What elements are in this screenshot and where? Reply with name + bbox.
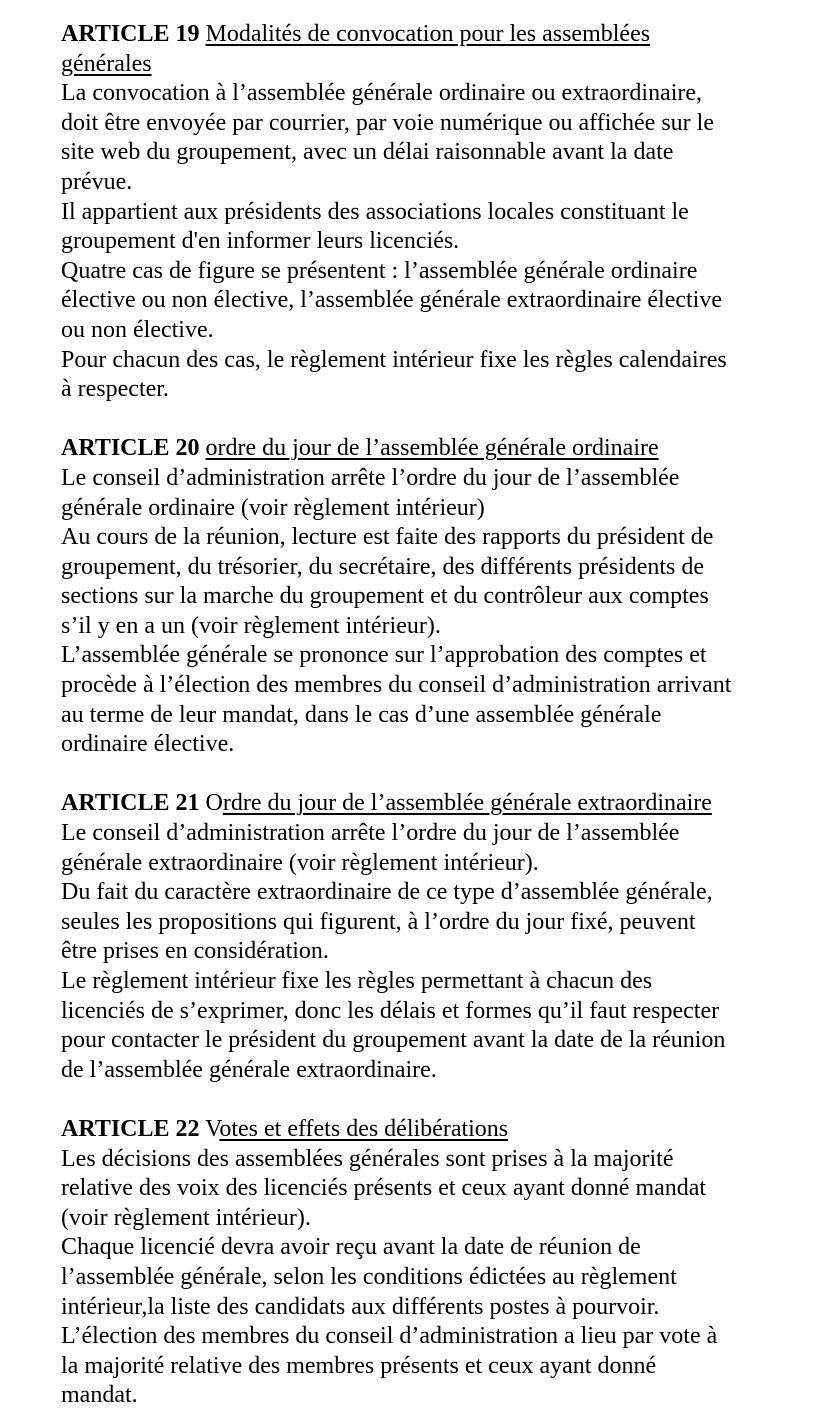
text-line: Le conseil d’administration arrête l’ordre du jour de l’assemblée bbox=[61, 820, 680, 847]
text-line: l’assemblée générale, selon les conditions édictées au règlement bbox=[61, 1263, 677, 1290]
article-heading bbox=[61, 1115, 792, 1145]
article-heading-continuation bbox=[61, 50, 792, 80]
text-line: prévue. bbox=[61, 168, 133, 195]
text-line: Quatre cas de figure se présentent : l’assemblée générale ordinaire bbox=[61, 257, 698, 284]
text-line: L’assemblée générale se prononce sur l’approbation des comptes et bbox=[61, 642, 707, 669]
article-heading bbox=[61, 20, 792, 50]
article-section-1 bbox=[61, 20, 792, 405]
text-line: à respecter. bbox=[61, 376, 169, 403]
text-line: élective ou non élective, l’assemblée générale extraordinaire élective bbox=[61, 287, 722, 314]
text-line: seules les propositions qui figurent, à l’ordre du jour fixé, peuvent bbox=[61, 908, 696, 935]
article-number-label: ARTICLE 21 bbox=[61, 790, 200, 817]
article-heading bbox=[61, 789, 792, 819]
article-title-underlined: Modalités de convocation pour les assemblées bbox=[205, 21, 651, 47]
text-line: ordinaire élective. bbox=[61, 731, 235, 758]
text-line: Il appartient aux présidents des associations locales constituant le bbox=[61, 198, 689, 225]
article-section-3 bbox=[61, 789, 792, 1085]
text-line: de l’assemblée générale extraordinaire. bbox=[61, 1056, 437, 1083]
text-line: L’élection des membres du conseil d’administration a lieu par vote à bbox=[61, 1323, 718, 1350]
article-section-2 bbox=[61, 434, 792, 760]
text-line: (voir règlement intérieur). bbox=[61, 1204, 311, 1231]
text-line: sections sur la marche du groupement et du contrôleur aux comptes bbox=[61, 583, 709, 610]
text-line: s’il y en a un (voir règlement intérieur). bbox=[61, 612, 441, 639]
text-line: au terme de leur mandat, dans le cas d’une assemblée générale bbox=[61, 701, 662, 728]
article-number-label: ARTICLE 22 bbox=[61, 1115, 200, 1142]
text-line: ou non élective. bbox=[61, 316, 214, 343]
text-line: mandat. bbox=[61, 1382, 138, 1409]
text-line: groupement, du trésorier, du secrétaire, des différents présidents de bbox=[61, 553, 705, 580]
text-line: relative des voix des licenciés présents et ceux ayant donné mandat bbox=[61, 1175, 707, 1202]
text-line: intérieur,la liste des candidats aux différents postes à pourvoir. bbox=[61, 1293, 660, 1320]
text-line: la majorité relative des membres présents et ceux ayant donné bbox=[61, 1352, 657, 1379]
text-line: être prises en considération. bbox=[61, 938, 329, 965]
article-title-underlined: rdre du jour de l’assemblée générale extraordinaire bbox=[222, 790, 712, 817]
heading-plain-letter: V bbox=[205, 1115, 220, 1142]
article-number-label: ARTICLE 20 bbox=[61, 435, 200, 462]
heading-plain-letter: O bbox=[205, 790, 223, 817]
text-line: groupement d'en informer leurs licenciés. bbox=[61, 228, 460, 255]
text-line: Au cours de la réunion, lecture est faite des rapports du président de bbox=[61, 524, 714, 551]
article-title-underlined-continued: générales bbox=[61, 50, 152, 77]
text-line: Le règlement intérieur fixe les règles permettant à chacun des bbox=[61, 968, 653, 994]
text-line: générale extraordinaire (voir règlement intérieur). bbox=[61, 849, 539, 876]
article-heading bbox=[61, 434, 792, 464]
article-number-label: ARTICLE 19 bbox=[61, 21, 200, 47]
text-line: site web du groupement, avec un délai raisonnable avant la date bbox=[61, 139, 674, 166]
article-title-underlined: otes et effets des délibérations bbox=[219, 1115, 509, 1142]
text-line: Chaque licencié devra avoir reçu avant la date de réunion de bbox=[61, 1234, 641, 1261]
text-line: pour contacter le président du groupement avant la date de la réunion bbox=[61, 1027, 726, 1054]
article-section-4 bbox=[61, 1115, 792, 1411]
text-line: procède à l’élection des membres du conseil d’administration arrivant bbox=[61, 672, 732, 699]
text-line: Les décisions des assemblées générales sont prises à la majorité bbox=[61, 1145, 674, 1172]
text-line: La convocation à l’assemblée générale ordinaire ou extraordinaire, bbox=[61, 80, 703, 107]
text-line: générale ordinaire (voir règlement intérieur) bbox=[61, 494, 485, 521]
article-title-underlined: ordre du jour de l’assemblée générale ordinaire bbox=[205, 435, 659, 462]
text-line: doit être envoyée par courrier, par voie numérique ou affichée sur le bbox=[61, 109, 714, 136]
text-line: Pour chacun des cas, le règlement intérieur fixe les règles calendaires bbox=[61, 346, 727, 373]
text-line: licenciés de s’exprimer, donc les délais et formes qu’il faut respecter bbox=[61, 997, 720, 1024]
text-line: Le conseil d’administration arrête l’ordre du jour de l’assemblée bbox=[61, 464, 680, 491]
text-line: Du fait du caractère extraordinaire de ce type d’assemblée générale, bbox=[61, 879, 713, 906]
